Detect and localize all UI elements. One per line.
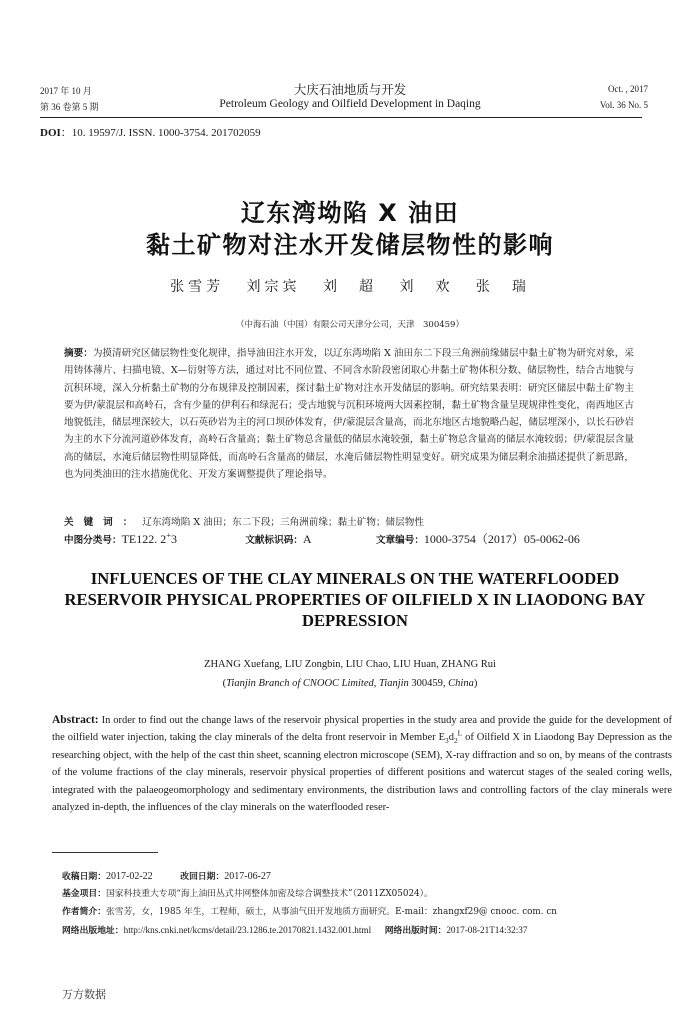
affiliation-cn: （中海石油（中国）有限公司天津分公司，天津 300459）: [236, 320, 464, 330]
revised-date: 2017-06-27: [224, 871, 271, 882]
affil-country: China: [448, 678, 474, 689]
doi-label: DOI: [40, 127, 61, 139]
author-cn: 张 瑞: [475, 279, 530, 295]
footnote-online: 网络出版地址：http://kns.cnki.net/kcms/detail/23.1286.te.20170821.1432.001.html 网络出版时间：2017-08-21T14:32:37: [62, 925, 528, 936]
classification-line: [64, 530, 664, 547]
author-bio: 张雪芳，女，1985 年生，工程师，硕士，从事油气田开发地质方面研究。E-mail：zhangxf29@ cnooc. com. cn: [106, 907, 557, 917]
header-issue-en: Vol. 36 No. 5: [599, 100, 648, 110]
author-cn: 张雪芳: [170, 279, 225, 295]
doc-code-label: 文献标识码：: [245, 535, 303, 546]
footnote-rule: [52, 852, 158, 853]
abstract-cn: [64, 345, 634, 483]
keywords-label: 关键词：: [64, 517, 143, 528]
title-cn-line2: 黏土矿物对注水开发储层物性的影响: [146, 231, 554, 259]
affiliation-en: (Tianjin Branch of CNOOC Limited, Tianjin 300459, China): [222, 678, 478, 689]
online-pub-time: 2017-08-21T14:32:37: [446, 925, 528, 935]
author-cn: 刘 超: [323, 279, 377, 295]
abstract-cn-label: 摘要：: [64, 348, 93, 359]
clc-value: TE122. 2+3: [121, 531, 177, 546]
author-cn: 刘宗宾: [246, 279, 301, 295]
header-rule: [40, 117, 642, 118]
affil-city: Tianjin: [379, 678, 409, 689]
abstract-cn-text: 为摸清研究区储层物性变化规律，指导油田注水开发，以辽东湾坳陷 X 油田东二下段三角洲前缘储层中黏土矿物为研究对象，采用铸体薄片、扫描电镜、X—衍射等方法，通过对比不同位置、不同含水阶段密闭取心井黏土矿物体积分数、储层物性，结合古地貌与沉积环境，深入分析黏土矿物的分布规律及控制因素，探讨黏土矿物对注水开发储层的影响。研究结果表明：研究区储层中黏土矿物主要为伊/蒙混层和高岭石，含有少量的伊利石和绿泥石；受古地貌与沉积环境两大因素控制，黏土矿物含量呈现规律性变化，南西地区古地貌低洼，储层埋深较大，以石英砂岩为主的河口坝砂体发育，伊/蒙混层含量高，而北东地区古地貌略凸起，储层埋深小，以长石砂岩为主的水下分流河道砂体发育，高岭石含量高；黏土矿物总含量低的储层水淹较强，黏土矿物总含量高的储层水淹较弱；伊/蒙混层含量高的储层，水淹后储层物性明显降低，而高岭石含量高的储层，水淹后储层物性明显变好。研究成果为储层剩余油描述提供了新思路，也为同类油田的注水措施优化、开发方案调整提供了理论指导。: [64, 348, 635, 481]
title-cn-line1: 辽东湾坳陷 X 油田: [240, 199, 460, 227]
author-cn: 刘 欢: [399, 279, 454, 295]
wanfang-watermark: 万方数据: [62, 988, 106, 1001]
journal-title-cn: 大庆石油地质与开发: [293, 82, 407, 97]
keywords-text: 辽东湾坳陷 X 油田；东二下段；三角洲前缘；黏土矿物；储层物性: [142, 517, 424, 528]
header-issue-cn: 第 36 卷第 5 期: [40, 102, 99, 112]
doi-line: DOI：10. 19597/J. ISSN. 1000-3754. 201702059: [40, 127, 261, 139]
header-date-en: Oct. , 2017: [608, 84, 648, 94]
doi-value[interactable]: 10. 19597/J. ISSN. 1000-3754. 201702059: [71, 127, 261, 139]
fund-text: 国家科技重大专项“海上油田丛式井网整体加密及综合调整技术”（2011ZX05024）。: [106, 889, 433, 899]
journal-title-en: Petroleum Geology and Oilfield Development in Daqing: [219, 98, 481, 110]
footnote-dates: 收稿日期：2017-02-22 改回日期：2017-06-27: [62, 871, 271, 882]
footnote-fund: 基金项目：国家科技重大专项“海上油田丛式井网整体加密及综合调整技术”（2011ZX05024）。: [62, 889, 433, 899]
article-no-label: 文章编号：: [375, 535, 424, 546]
clc-label: 中图分类号：: [64, 535, 122, 546]
authors-en: ZHANG Xuefang, LIU Zongbin, LIU Chao, LIU Huan, ZHANG Rui: [204, 659, 496, 670]
authors-cn: [0, 276, 700, 296]
affil-org: Tianjin Branch of CNOOC Limited: [226, 678, 374, 689]
title-en: INFLUENCES OF THE CLAY MINERALS ON THE WATERFLOODED RESERVOIR PHYSICAL PROPERTIES OF OILFIELD X IN LIAODONG BAY DEPRESSION: [64, 569, 646, 630]
keywords-line: [64, 514, 424, 528]
doc-code-value: A: [302, 532, 312, 546]
abstract-en: Abstract: In order to find out the change laws of the reservoir physical properties in the study area and provide the guide for the development of the oilfield water injection, taking the clay minerals of the delta front reservoir in Member $E_3d_2^L$ of Oilfield X in Liaodong Bay Depression as the researching object, with the help of the cast thin sheet, scanning electron microscope (SEM), X-ray diffraction and so on, by means of the contrasts of the volume fractions of the clay minerals, reservoir physical properties of different positions and watercut stages of the sealed coring wells, integrated with the palaeogeomorphology and sedimentary environments, the distribution laws and controlling factors of the clay minerals were analyzed in-depth, the influences of the clay minerals on the waterflooded reser-: [52, 714, 673, 814]
header-date-cn: 2017 年 10 月: [40, 86, 92, 96]
received-date: 2017-02-22: [106, 871, 153, 882]
footnote-author: 作者简介：张雪芳，女，1985 年生，工程师，硕士，从事油气田开发地质方面研究。E-mail：zhangxf29@ cnooc. com. cn: [62, 907, 557, 917]
article-no-value: 1000-3754（2017）05-0062-06: [423, 532, 580, 546]
affil-zip: 300459: [411, 678, 443, 689]
online-url-link[interactable]: http://kns.cnki.net/kcms/detail/23.1286.te.20170821.1432.001.html: [123, 925, 372, 935]
abstract-en-label: Abstract:: [52, 714, 99, 726]
